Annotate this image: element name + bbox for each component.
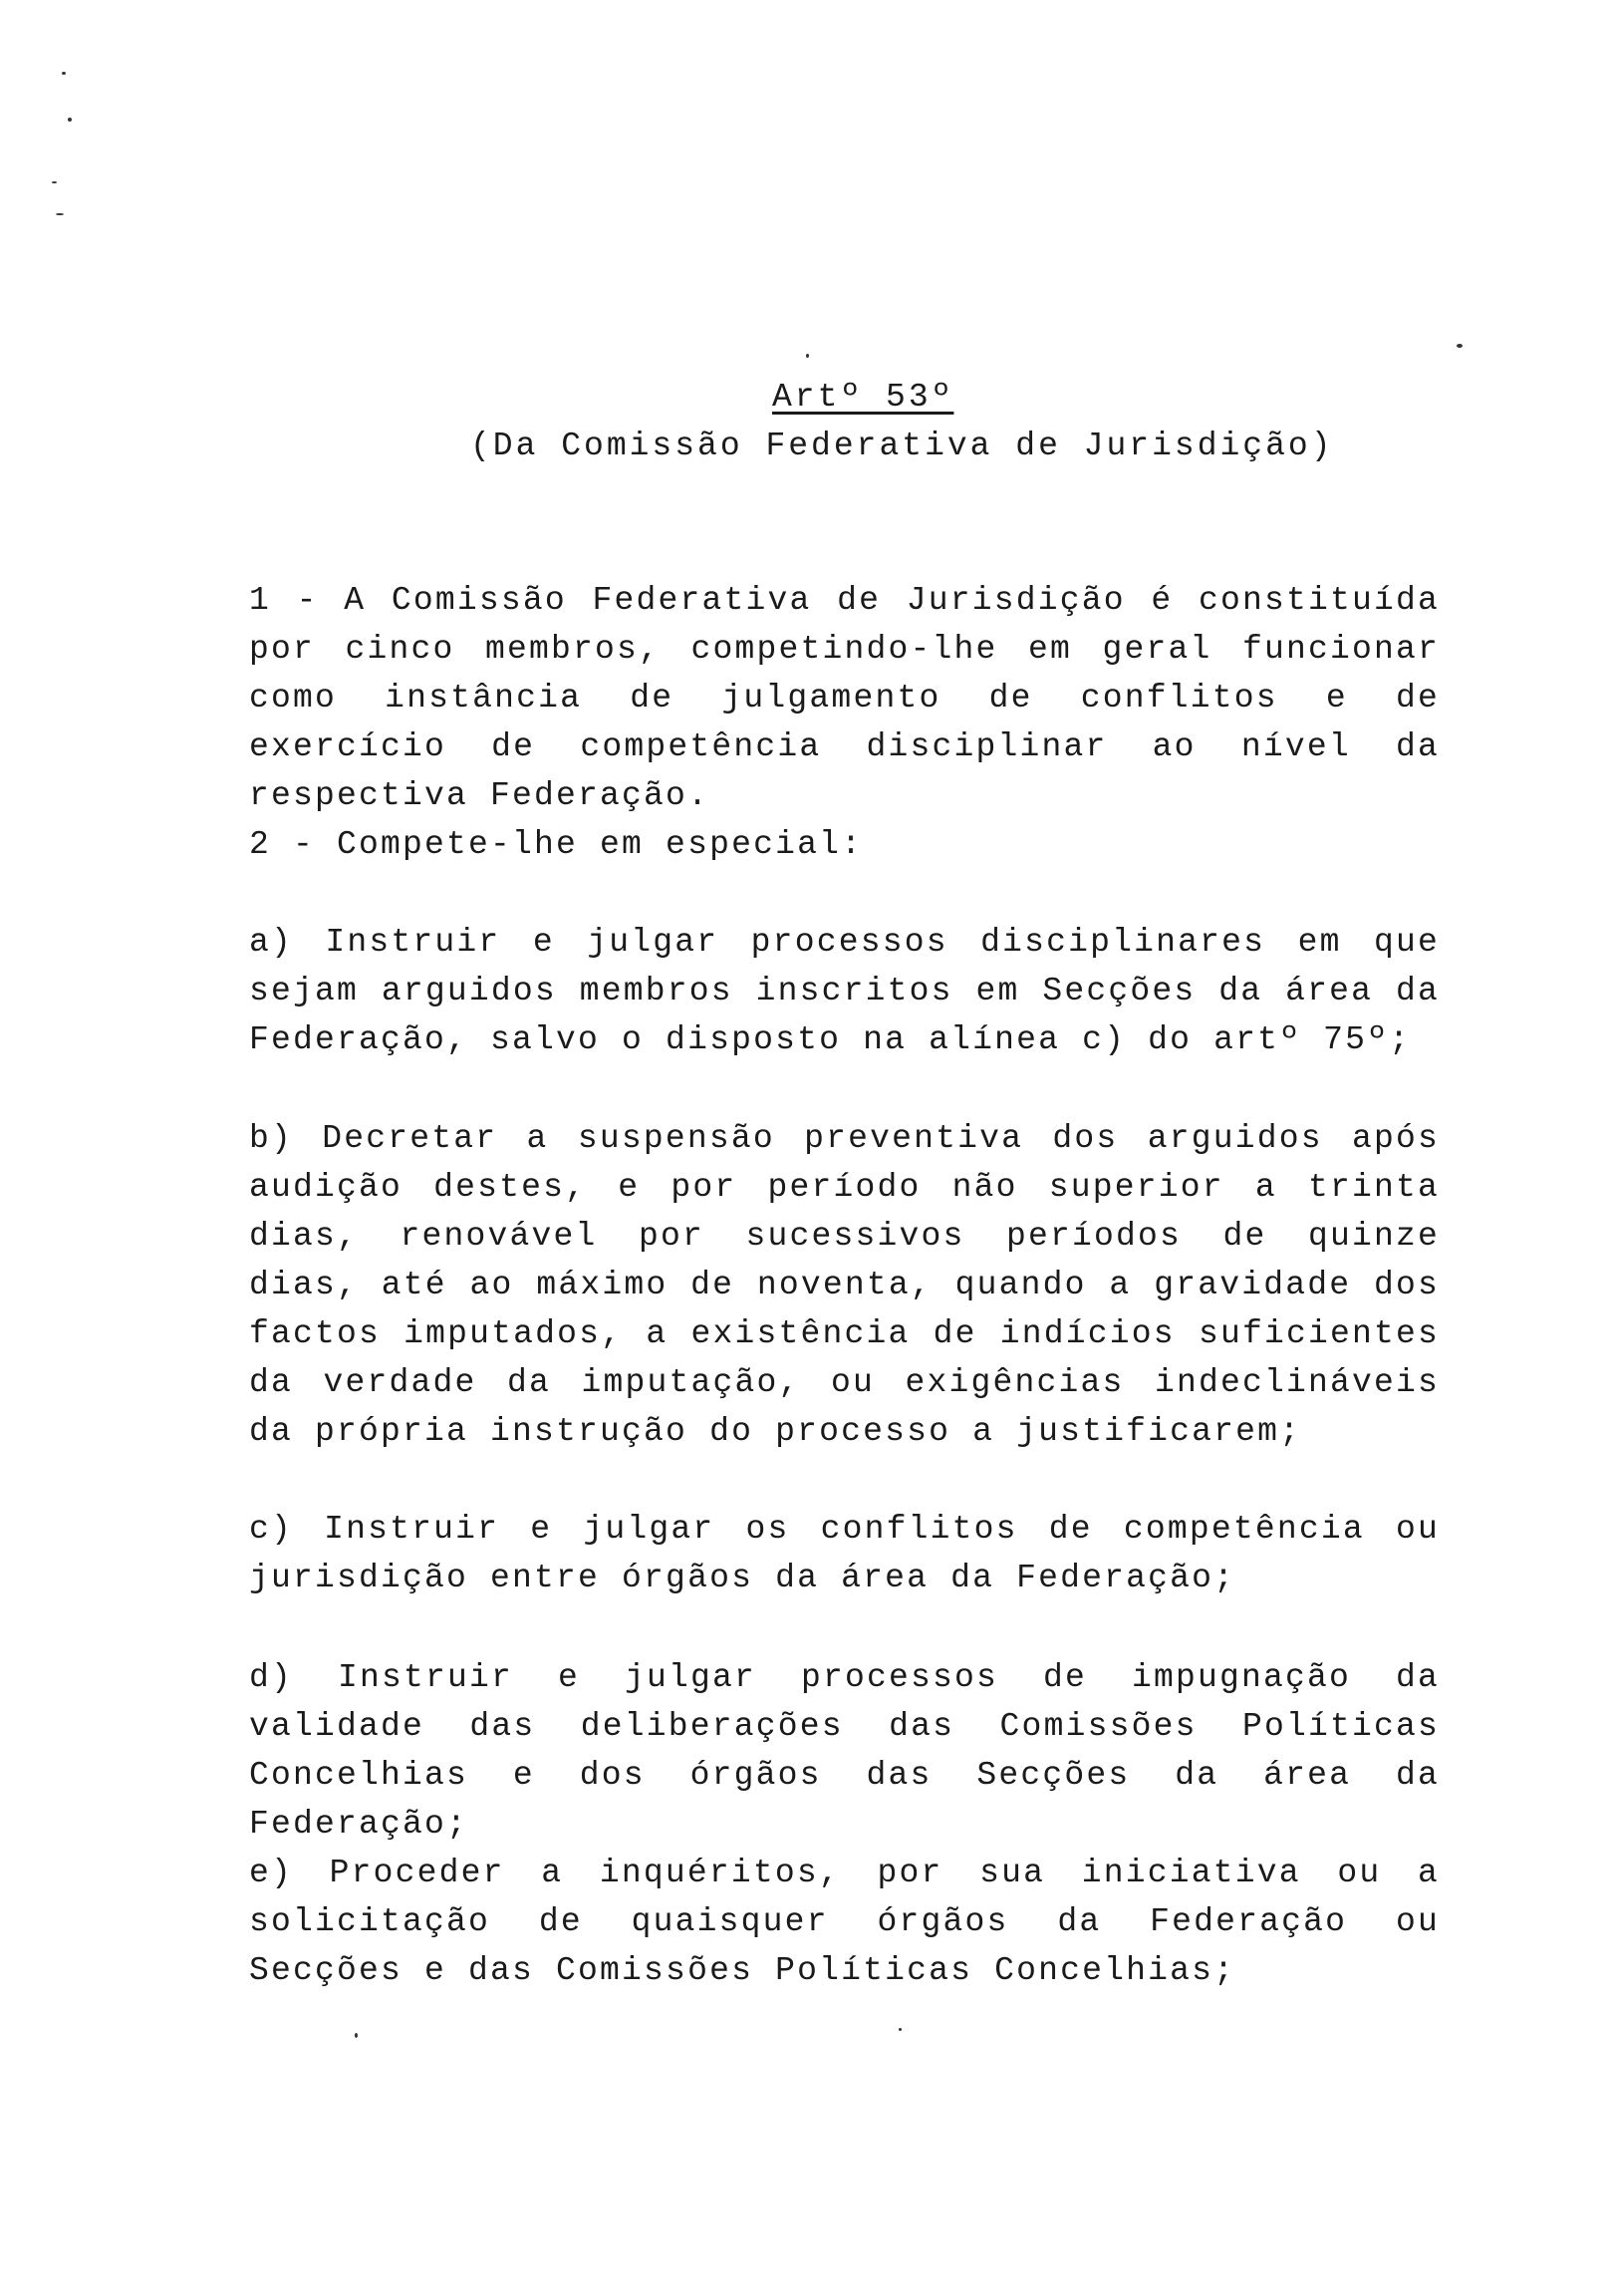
item-e: e) Proceder a inquéritos, por sua iniciativa ou a solicitação de quaisquer órgãos da Federação ou Secções e das Comissões Políticas Concelhias; xyxy=(249,1855,1440,1989)
scan-speck xyxy=(56,213,64,215)
item-b: b) Decretar a suspensão preventiva dos arguidos após audição destes, e por período não superior a trinta dias, renovável por sucessivos períodos de quinze dias, até ao máximo de noventa, quando a gravidade dos factos imputados, a existência de indícios suficientes da verdade da imputação, ou exigências indeclináveis da própria instrução do processo a justificarem; xyxy=(249,1120,1440,1450)
article-subtitle: (Da Comissão Federativa de Jurisdição) xyxy=(470,428,1334,464)
scan-speck xyxy=(806,354,809,358)
scan-speck xyxy=(355,2033,358,2038)
article-title: Artº 53º xyxy=(772,379,954,416)
item-c: c) Instruir e julgar os conflitos de competência ou jurisdição entre órgãos da área da Federação; xyxy=(249,1511,1440,1596)
scan-speck xyxy=(899,2028,902,2031)
item-a: a) Instruir e julgar processos disciplinares em que sejam arguidos membros inscritos em Secções da área da Federação, salvo o disposto na alínea c) do artº 75º; xyxy=(249,924,1440,1058)
scan-speck xyxy=(62,72,66,75)
scan-speck xyxy=(68,118,72,122)
paragraph-1: 1 - A Comissão Federativa de Jurisdição é constituída por cinco membros, competindo-lhe em geral funcionar como instância de julgamento de conflitos e de exercício de competência disciplinar ao nível da respectiva Federação. xyxy=(249,582,1440,814)
item-d: d) Instruir e julgar processos de impugnação da validade das deliberações das Comissões Políticas Concelhias e dos órgãos das Secções da área da Federação; xyxy=(249,1659,1440,1843)
scan-speck xyxy=(52,181,57,183)
paragraph-2: 2 - Compete-lhe em especial: xyxy=(249,826,864,863)
scan-speck xyxy=(1457,344,1463,348)
